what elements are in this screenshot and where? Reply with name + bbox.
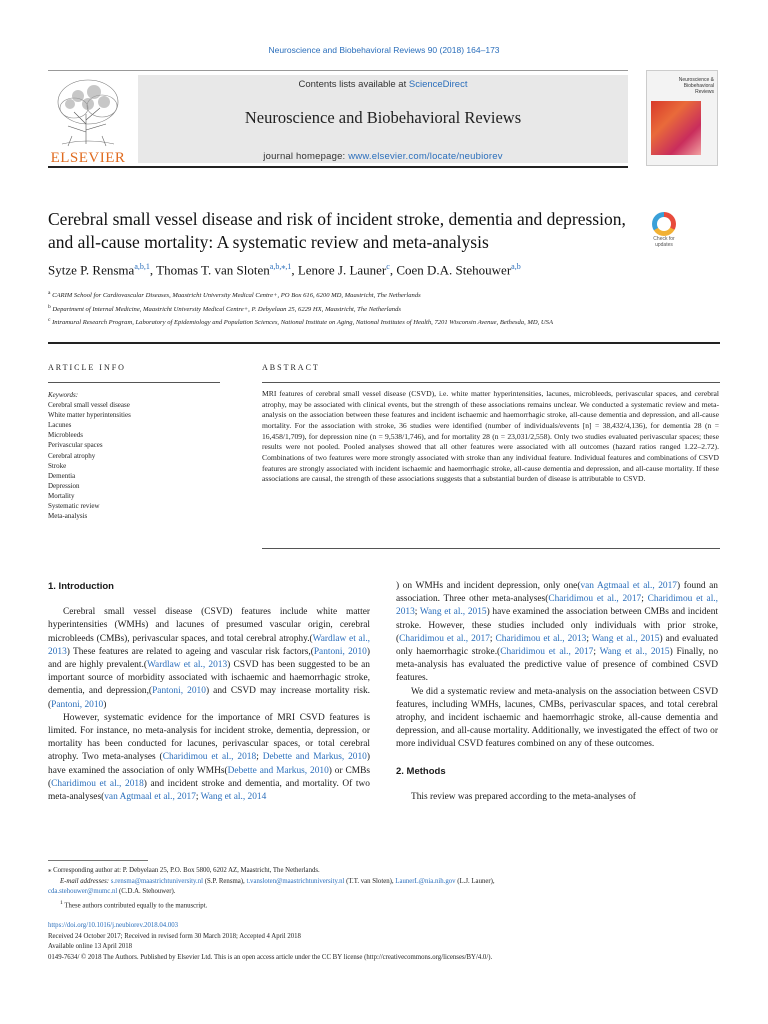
contents-prefix: Contents lists available at	[298, 79, 409, 90]
affiliation-text: CARIM School for Cardiovascular Diseases, Maastricht University Medical Centre+, PO Box 616, 6200 MD, Maastricht, The Netherlands	[52, 292, 421, 300]
body-paragraph: This review was prepared according to the meta-analyses of	[411, 791, 636, 802]
citation-link[interactable]: Pantoni, 2010	[51, 699, 104, 710]
abstract-text: MRI features of cerebral small vessel disease (CSVD), i.e. white matter hyperintensities, lacunes, microbleeds, perivascular spaces, and cerebral atrophy, may be associated with clinical events, but the strength of these associations remains unclear. We conducted a systematic review and meta-analysis on the association between these features and incident ischaemic and haemorrhagic stroke, all-cause dementia and depression, and all-cause mortality. For the association with stroke, 36 studies were identified (number of individuals/events [n] = 38,432/4,136), for dementia 28 (n = 16,458/1,709), for depression nine (n = 9,538/1,746), and for mortality 28 (n = 23,031/2,558). Only two studies evaluated perivascular spaces; these results were not pooled. Pooled analyses showed that all other features were associated with all outcomes (hazard ratios ranged 1.22–2.72). Combinations of two features were more strongly associated with stroke than any individual feature. Individual features and combinations of CSVD features are strongly associated with incident ischaemic and haemorrhagic stroke, all-cause dementia and depression, and all-cause mortality. If these associations are causal, the strength of these associations suggests that a substantial burden of disease is attributable to CSVD.	[262, 389, 719, 484]
abstract-heading: ABSTRACT	[262, 363, 320, 372]
doi-link[interactable]: https://doi.org/10.1016/j.neubiorev.2018.04.003	[48, 922, 179, 929]
citation-link[interactable]: Wardlaw et al., 2013	[48, 633, 371, 657]
body-paragraph-continued	[396, 580, 718, 686]
text-run: ) CSVD has been suggested to be an important source of morbidity associated with ischaemic and haemorrhagic stroke, dementia, and depression,(	[48, 660, 370, 697]
citation-link[interactable]: Pantoni, 2010	[313, 646, 367, 657]
body-column-left	[48, 580, 370, 804]
journal-header-box	[138, 75, 628, 163]
available-online: Available online 13 April 2018	[48, 943, 133, 951]
affiliation-item	[48, 315, 688, 329]
body-paragraph: We did a systematic review and meta-analysis on the association between CSVD features, including WMHs, lacunes, CMBs, perivascular spaces, and total cerebral atrophy, and incident ischaemic and haemorrhagic stroke, all-cause dementia and depression, and all-cause mortality. Additionally, we investigated the effect of two or more individual CSVD features combined on any of these outcomes.	[396, 686, 718, 750]
keyword-item: White matter hyperintensities	[48, 411, 131, 420]
keyword-item: Systematic review	[48, 502, 100, 511]
email-link[interactable]: LaunerL@nia.nih.gov	[395, 877, 456, 885]
journal-reference[interactable]: Neuroscience and Biobehavioral Reviews 90 (2018) 164–173	[268, 45, 500, 55]
citation-link[interactable]: Charidimou et al., 2017	[399, 633, 490, 644]
section-heading-methods: 2. Methods	[396, 765, 446, 777]
citation-link[interactable]: Wang et al., 2014	[200, 792, 267, 803]
footnote-rule	[48, 860, 148, 861]
author-list: Sytze P. Rensma$^{a,b,1}$, Thomas T. van Sloten$^{a,b,⁎,1}$, Lenore J. Launer$^c$, Coen D.A. Stehouwer$^{a,b}$	[48, 262, 521, 278]
citation-link[interactable]: Charidimou et al., 2017	[500, 647, 594, 658]
citation-link[interactable]: van Agtmaal et al., 2017	[104, 792, 196, 803]
homepage-link[interactable]: www.elsevier.com/locate/neubiorev	[348, 151, 503, 162]
text-run: ) and incident stroke and dementia, and mortality. Of two meta-analyses(	[48, 778, 370, 803]
email-link[interactable]: s.rensma@maastrichtuniversity.nl	[110, 877, 204, 885]
journal-masthead	[48, 70, 720, 168]
affiliation-mark: a	[48, 290, 51, 296]
journal-cover-thumbnail[interactable]	[646, 70, 718, 166]
keywords-label: Keywords:	[48, 391, 79, 399]
citation-link[interactable]: van Agtmaal et al., 2017	[580, 581, 677, 591]
text-run: ;	[414, 607, 420, 618]
text-run: ) or CMBs (	[48, 765, 370, 789]
text-run: ) and CSVD may increase mortality risk.(	[48, 686, 370, 710]
abstract-rule	[262, 382, 720, 383]
email-owner: (C.D.A. Stehouwer).	[117, 888, 176, 895]
keyword-item: Mortality	[48, 491, 75, 500]
text-run: ;	[586, 633, 592, 644]
elsevier-wordmark: ELSEVIER	[50, 150, 126, 166]
citation-link[interactable]: Wang et al., 2015	[599, 647, 670, 658]
masthead-bottom-rule	[48, 166, 628, 168]
crossmark-icon-center	[657, 217, 671, 231]
text-run: ) and are highly prevalent.(	[48, 646, 370, 671]
text-run: )	[103, 699, 107, 710]
author-affiliation-mark[interactable]: a,b,1	[134, 262, 150, 271]
equal-contribution-text: These authors contributed equally to the manuscript.	[64, 901, 208, 909]
email-label: E-mail addresses:	[60, 877, 110, 885]
text-run: ;	[641, 594, 648, 605]
keywords-block	[48, 390, 218, 521]
author-affiliation-mark[interactable]: a,b	[511, 262, 521, 271]
text-run: ) found an association. Three other meta-analyses(	[396, 581, 718, 605]
affiliation-text: Intramural Research Program, Laboratory of Epidemiology and Population Sciences, National Institute on Aging, National Institutes of Health, 7201 Wisconsin Avenue, Bethesda, MD, USA	[52, 319, 554, 327]
keyword-item: Depression	[48, 481, 80, 490]
keyword-item: Microbleeds	[48, 431, 83, 440]
affiliation-text: Department of Internal Medicine, Maastricht University Medical Centre+, P. Debyelaan 25, 6229 HX, Maastricht, The Netherlands	[52, 305, 401, 313]
affiliation-mark: b	[48, 303, 51, 310]
contents-line	[138, 79, 628, 90]
text-run: ;	[195, 792, 201, 803]
info-top-rule	[48, 342, 720, 344]
homepage-line	[138, 151, 628, 162]
body-column-right	[396, 580, 718, 804]
keyword-item: Dementia	[48, 471, 76, 480]
email-addresses-continued	[48, 887, 720, 898]
keyword-item: Perivascular spaces	[48, 441, 103, 450]
article-info-heading: ARTICLE INFO	[48, 363, 126, 372]
equal-contribution-mark: 1	[60, 899, 63, 906]
email-owner: (L.J. Launer),	[455, 877, 495, 885]
affiliation-item	[48, 302, 688, 316]
citation-link[interactable]: Wardlaw et al., 2013	[146, 660, 228, 671]
cover-image	[651, 101, 701, 155]
footnotes	[48, 866, 720, 911]
license-statement: 0149-7634/ © 2018 The Authors. Published by Elsevier Ltd. This is an open access article under the CC BY license (http://creativecommons.org/licenses/BY/4.0/).	[48, 954, 493, 962]
journal-title: Neuroscience and Biobehavioral Reviews	[244, 108, 522, 127]
author-name[interactable]: Coen D.A. Stehouwer	[396, 262, 512, 278]
email-owner: (T.T. van Sloten),	[344, 877, 396, 885]
crossmark-label: Check for updates	[653, 236, 675, 248]
received-dates: Received 24 October 2017; Received in revised form 30 March 2018; Accepted 4 April 2018	[48, 932, 301, 940]
email-owner: (S.P. Rensma),	[203, 877, 247, 885]
email-link[interactable]: cda.stehouwer@mumc.nl	[48, 888, 118, 895]
text-run: ;	[256, 752, 263, 763]
affiliation-mark: c	[48, 317, 51, 324]
article-info-rule	[48, 382, 220, 383]
text-run: ;	[593, 647, 600, 658]
body-paragraph	[48, 606, 370, 712]
text-run: Cerebral small vessel disease (CSVD) features include white matter hyperintensities (WMHs) and lacunes of presumed vascular origin, cerebral microbleeds (CMBs), perivascular spaces, and total cerebral atrophy.(	[48, 607, 370, 644]
author-affiliation-mark[interactable]: a,b,⁎,1	[269, 262, 292, 271]
citation-link[interactable]: Charidimou et al., 2018	[162, 752, 257, 763]
citation-link[interactable]: Charidimou et al., 2017	[548, 594, 642, 605]
keyword-item: Meta-analysis	[48, 512, 88, 521]
author-name[interactable]: Lenore J. Launer	[297, 262, 387, 278]
cover-title: Neuroscience & Biobehavioral Reviews	[678, 77, 714, 95]
keyword-item: Cerebral small vessel disease	[48, 401, 130, 410]
text-run: ) on WMHs and incident depression, only one(	[396, 581, 581, 591]
citation-link[interactable]: Pantoni, 2010	[152, 686, 206, 697]
keywords-list	[48, 400, 218, 521]
author-name[interactable]: Thomas T. van Sloten	[156, 262, 270, 278]
publication-info	[48, 921, 720, 964]
author-name[interactable]: Sytze P. Rensma	[48, 262, 135, 278]
text-run: ) Finally, no meta-analysis has evaluated the predictive value of presence of combined CSVD features.	[396, 647, 719, 684]
equal-contribution-note	[48, 898, 720, 912]
body-paragraph	[48, 712, 370, 804]
citation-link[interactable]: Charidimou et al., 2018	[51, 778, 144, 789]
corresponding-author-note: ⁎ Corresponding author at: P. Debyelaan 25, P.O. Box 5800, 6202 AZ, Maastricht, The Netherlands.	[48, 867, 320, 874]
affiliation-item	[48, 288, 688, 302]
citation-link[interactable]: Charidimou et al., 2013	[396, 594, 718, 618]
sciencedirect-link[interactable]: ScienceDirect	[408, 79, 468, 90]
text-run: ) have examined the association of only WMHs(	[48, 752, 370, 776]
email-addresses	[48, 877, 720, 888]
article-title: Cerebral small vessel disease and risk of incident stroke, dementia and depression, and all-cause mortality: A systematic review and meta-analysis	[48, 209, 626, 252]
author-affiliation-mark[interactable]: c	[386, 262, 390, 271]
homepage-prefix: journal homepage:	[263, 151, 349, 162]
keyword-item: Stroke	[48, 461, 67, 470]
check-for-updates-badge[interactable]	[648, 212, 680, 252]
citation-link[interactable]: Charidimou et al., 2013	[495, 633, 587, 644]
text-run: ;	[489, 633, 496, 644]
citation-link[interactable]: Debette and Markus, 2010	[227, 765, 329, 776]
citation-link[interactable]: Wang et al., 2015	[419, 607, 487, 618]
abstract-bottom-rule	[262, 548, 720, 549]
citation-link[interactable]: Wang et al., 2015	[591, 633, 660, 644]
masthead-top-rule	[48, 70, 628, 71]
citation-link[interactable]: Debette and Markus, 2010	[262, 752, 367, 763]
text-run: However, systematic evidence for the importance of MRI CSVD features is limited. For instance, no meta-analysis for incident stroke, dementia, depression, or mortality has been conducted for lacunes, perivascular spaces, or total cerebral atrophy. Two meta-analyses (	[48, 712, 370, 763]
text-run: ) have examined the association between CMBs and incident stroke. However, these studies included only individuals with prior stroke,(	[396, 607, 718, 644]
keyword-item: Cerebral atrophy	[48, 451, 96, 460]
email-link[interactable]: t.vansloten@maastrichtuniversity.nl	[246, 877, 345, 885]
text-run: ) and evaluated only haemorrhagic stroke.(	[396, 633, 719, 658]
text-run: ) These features are related to ageing and vascular risk factors,(	[66, 646, 314, 657]
affiliations	[48, 288, 688, 329]
keyword-item: Lacunes	[48, 421, 72, 430]
section-heading-introduction: 1. Introduction	[48, 581, 114, 592]
